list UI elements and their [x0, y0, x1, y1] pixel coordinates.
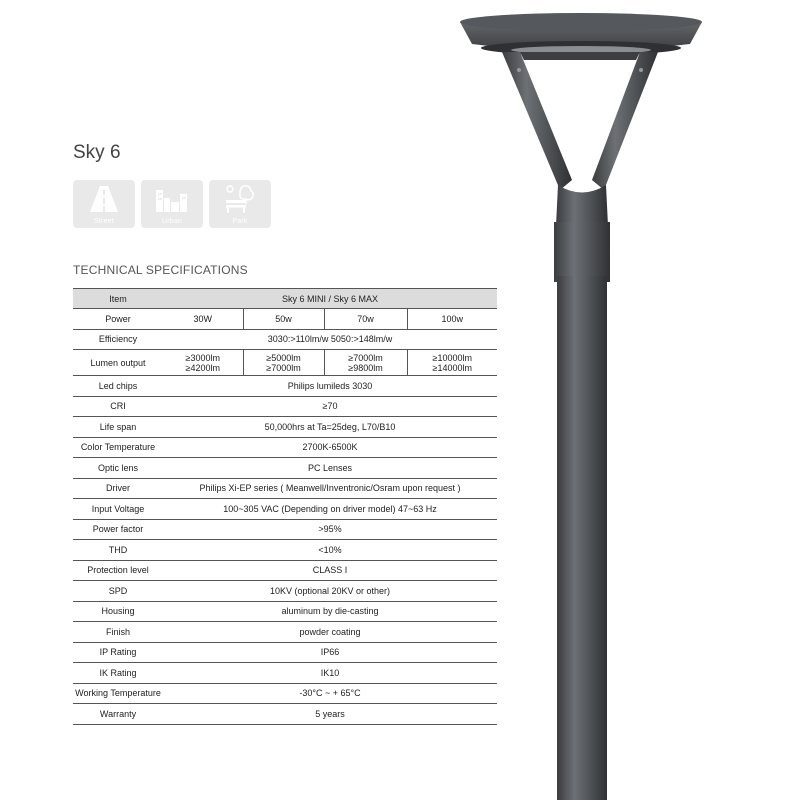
table-row: [73, 350, 497, 376]
row-value: CLASS I: [163, 560, 497, 581]
row-value: aluminum by die-casting: [163, 601, 497, 622]
table-row: [73, 309, 497, 330]
row-label: Housing: [73, 601, 163, 622]
product-title: Sky 6: [73, 142, 121, 163]
row-value: powder coating: [163, 622, 497, 643]
application-icons: [73, 180, 271, 228]
park-bench-icon: [224, 184, 256, 214]
lumen-value: [324, 350, 407, 376]
row-label: Led chips: [73, 376, 163, 397]
row-value: 3030:>110lm/w 5050:>148lm/w: [163, 329, 497, 350]
header-model: Sky 6 MINI / Sky 6 MAX: [163, 289, 497, 309]
table-row: [73, 376, 497, 397]
row-label: Input Voltage: [73, 499, 163, 520]
row-label: THD: [73, 540, 163, 561]
table-row: [73, 499, 497, 520]
row-label: Optic lens: [73, 458, 163, 479]
table-row: [73, 704, 497, 725]
row-label: Color Temperature: [73, 437, 163, 458]
row-label: Power factor: [73, 519, 163, 540]
row-value: 100~305 VAC (Depending on driver model) 47~63 Hz: [163, 499, 497, 520]
application-urban: [141, 180, 203, 228]
lumen-line: ≥5000lm: [266, 352, 301, 363]
table-row: [73, 540, 497, 561]
row-value: >95%: [163, 519, 497, 540]
lumen-value: [163, 350, 243, 376]
row-value: IK10: [163, 663, 497, 684]
row-value: ≥70: [163, 396, 497, 417]
table-row: [73, 560, 497, 581]
lumen-line: ≥10000lm: [432, 352, 472, 363]
lumen-line: ≥14000lm: [432, 362, 472, 373]
row-label: CRI: [73, 396, 163, 417]
table-row: [73, 622, 497, 643]
table-header-row: [73, 289, 497, 309]
power-value: 30W: [163, 309, 243, 330]
row-value: IP66: [163, 642, 497, 663]
street-light-illustration: [440, 0, 800, 800]
row-value: Philips Xi-EP series ( Meanwell/Inventronic/Osram upon request ): [163, 478, 497, 499]
lumen-value: [243, 350, 324, 376]
street-light-image: [440, 0, 800, 800]
row-value: 50,000hrs at Ta=25deg, L70/B10: [163, 417, 497, 438]
row-label: Finish: [73, 622, 163, 643]
lumen-line: ≥7000lm: [266, 362, 301, 373]
application-park: [209, 180, 271, 228]
row-label: Protection level: [73, 560, 163, 581]
row-label: SPD: [73, 581, 163, 602]
row-value: 5 years: [163, 704, 497, 725]
spec-heading: TECHNICAL SPECIFICATIONS: [73, 263, 248, 277]
table-row: [73, 663, 497, 684]
row-value: 10KV (optional 20KV or other): [163, 581, 497, 602]
header-item: Item: [73, 289, 163, 309]
power-value: 50w: [243, 309, 324, 330]
power-value: 100w: [407, 309, 497, 330]
lumen-line: ≥3000lm: [185, 352, 220, 363]
row-label: Warranty: [73, 704, 163, 725]
application-label: Park: [232, 218, 248, 225]
spec-table: [73, 288, 497, 725]
lumen-line: ≥9800lm: [348, 362, 383, 373]
table-row: [73, 581, 497, 602]
application-street: [73, 180, 135, 228]
lumen-line: ≥7000lm: [348, 352, 383, 363]
row-label: Lumen output: [73, 350, 163, 376]
row-value: PC Lenses: [163, 458, 497, 479]
row-value: 2700K-6500K: [163, 437, 497, 458]
application-label: Urban: [161, 218, 183, 225]
power-value: 70w: [324, 309, 407, 330]
row-value: Philips lumileds 3030: [163, 376, 497, 397]
table-row: [73, 642, 497, 663]
table-row: [73, 396, 497, 417]
table-row: [73, 329, 497, 350]
row-label: Driver: [73, 478, 163, 499]
lumen-line: ≥4200lm: [185, 362, 220, 373]
row-label: Power: [73, 309, 163, 330]
road-icon: [88, 184, 120, 214]
row-label: Life span: [73, 417, 163, 438]
row-label: IP Rating: [73, 642, 163, 663]
row-label: Working Temperature: [73, 683, 163, 704]
table-row: [73, 458, 497, 479]
buildings-icon: [156, 184, 188, 214]
row-value: -30°C ~ + 65°C: [163, 683, 497, 704]
row-value: <10%: [163, 540, 497, 561]
table-row: [73, 519, 497, 540]
table-row: [73, 417, 497, 438]
table-row: [73, 437, 497, 458]
row-label: Efficiency: [73, 329, 163, 350]
row-label: IK Rating: [73, 663, 163, 684]
application-label: Street: [94, 218, 114, 225]
table-row: [73, 601, 497, 622]
table-row: [73, 478, 497, 499]
table-row: [73, 683, 497, 704]
